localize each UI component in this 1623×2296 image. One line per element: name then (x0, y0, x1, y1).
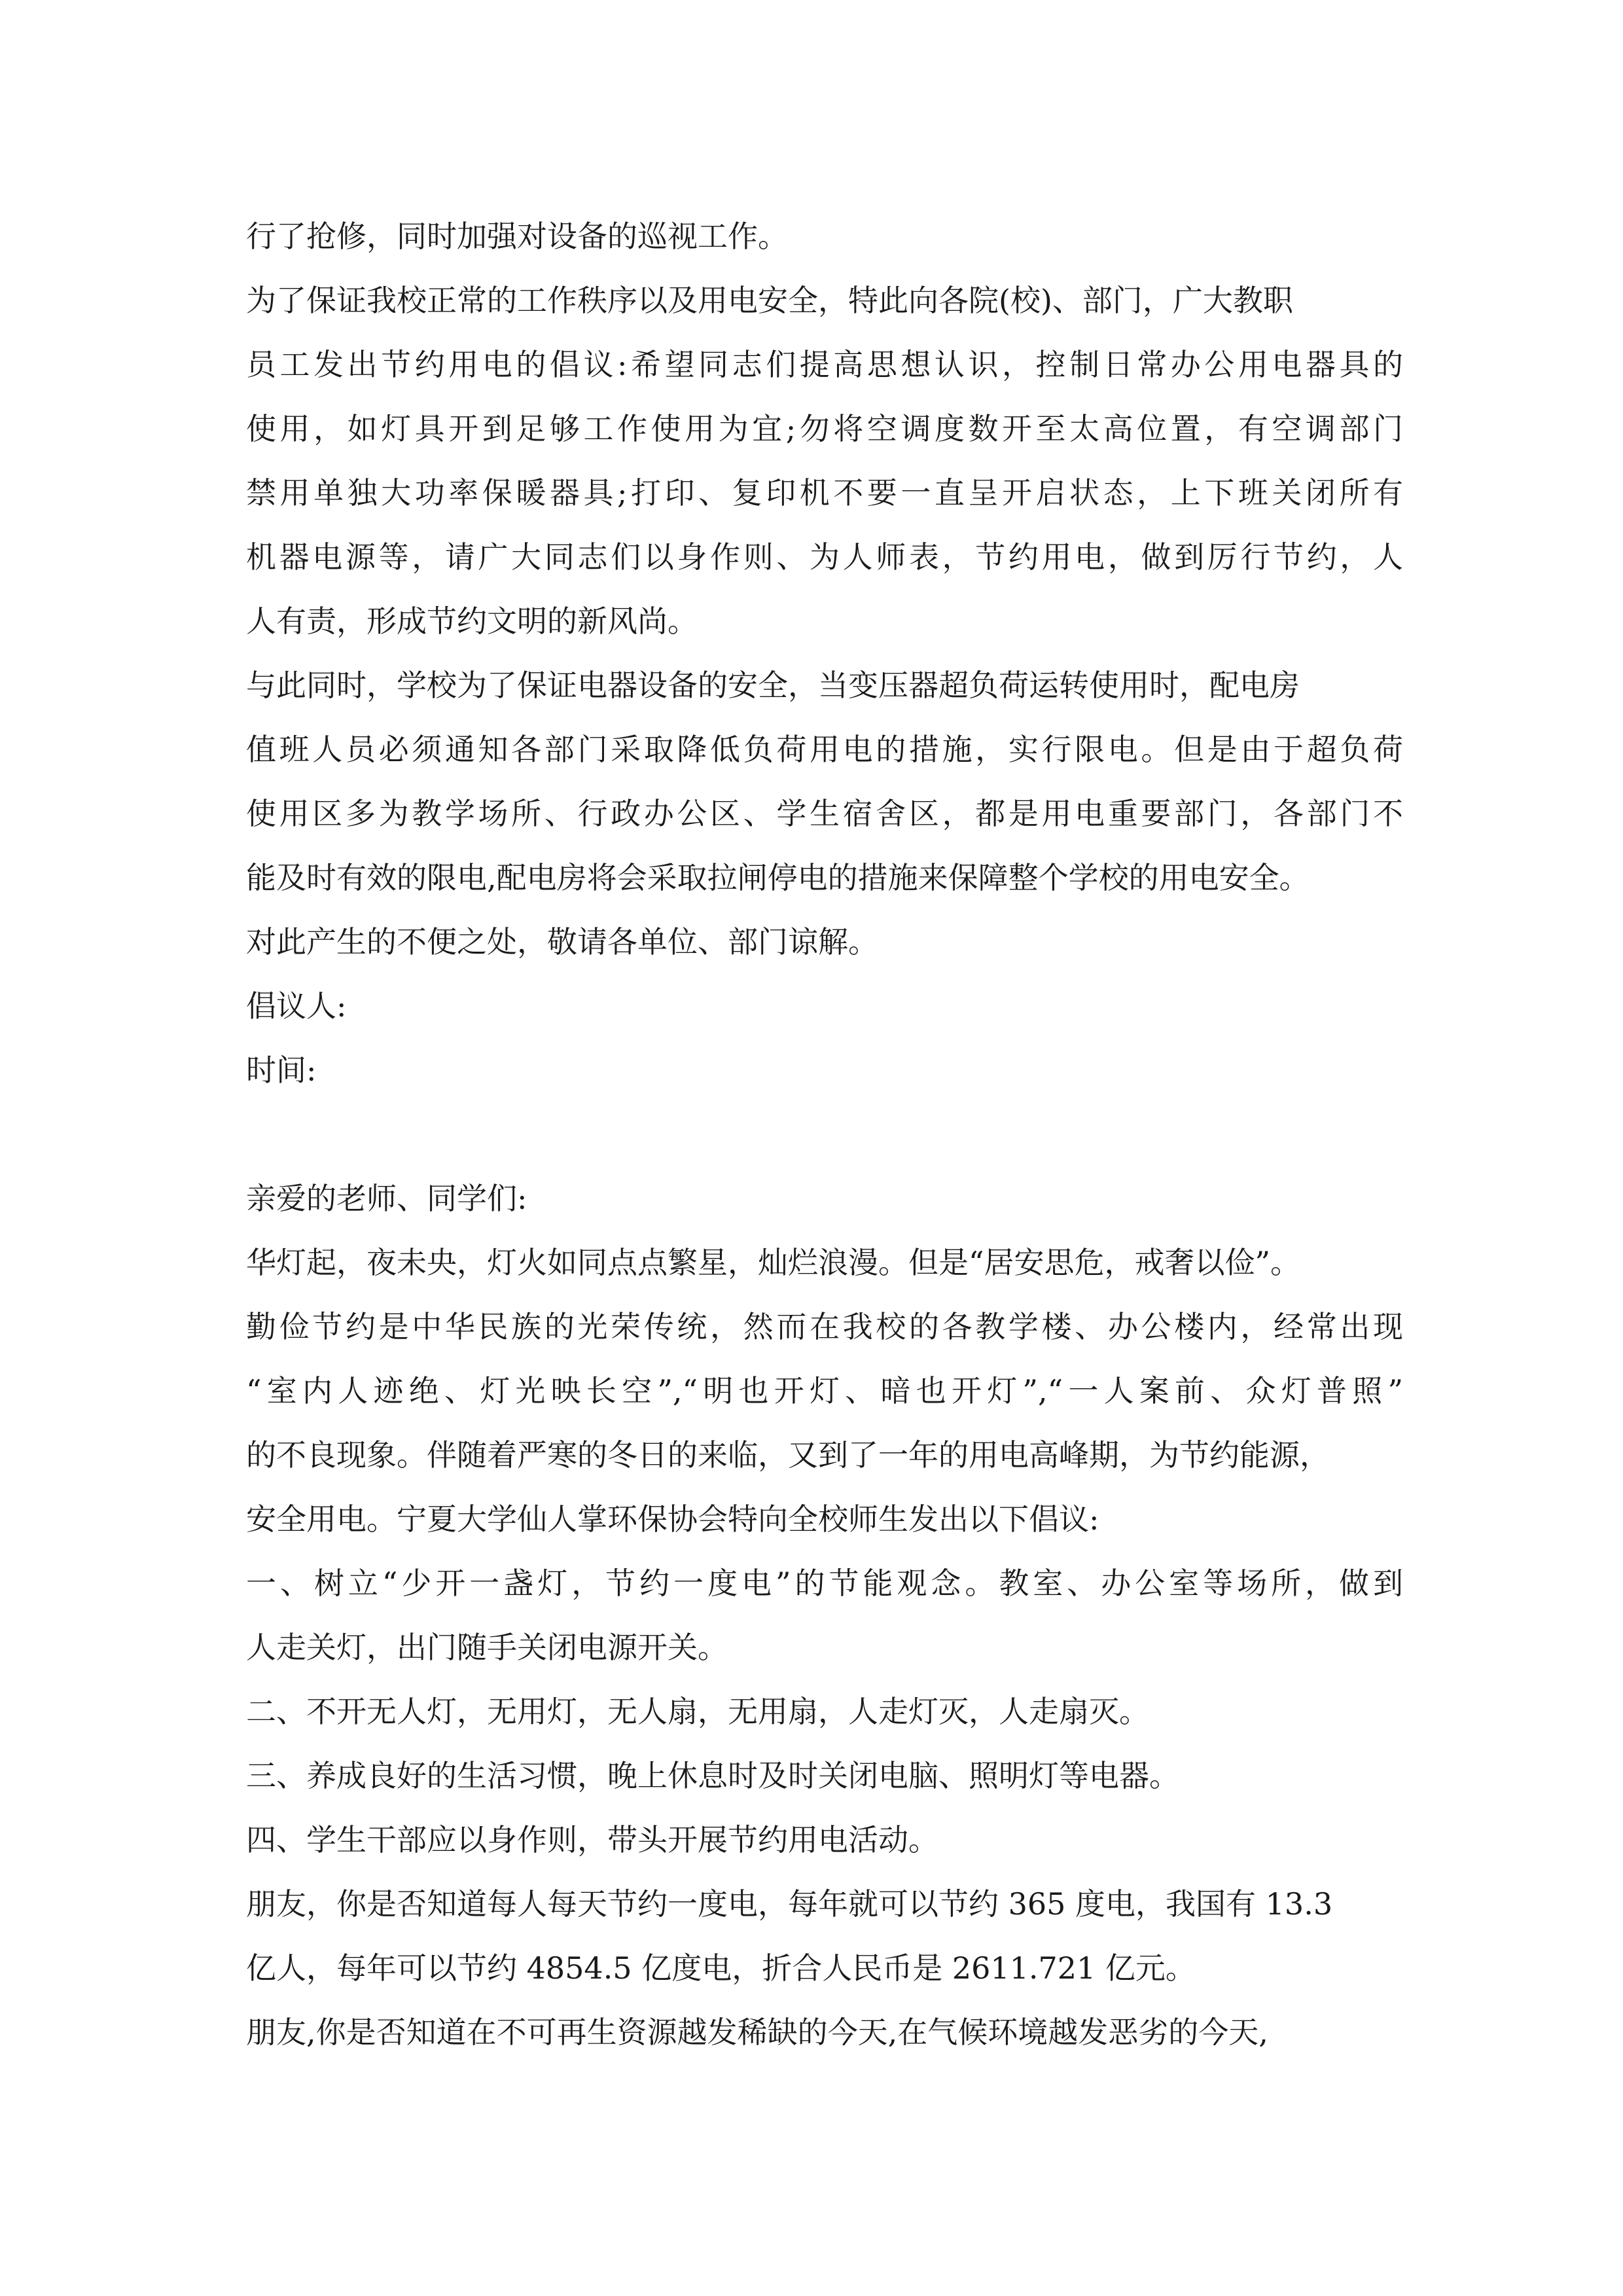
paragraph-line: 为了保证我校正常的工作秩序以及用电安全，特此向各院(校)、部门，广大教职 (246, 283, 1293, 318)
paragraph-line: 勤俭节约是中华民族的光荣传统，然而在我校的各教学楼、办公楼内，经常出现 (246, 1309, 1403, 1344)
paragraph-line: 值班人员必须通知各部门采取降低负荷用电的措施，实行限电。但是由于超负荷 (246, 732, 1403, 767)
document-body (246, 204, 1403, 2064)
paragraph-line: “室内人迹绝、灯光映长空”,“明也开灯、暗也开灯”,“一人案前、众灯普照” (246, 1373, 1403, 1408)
paragraph-line: 对此产生的不便之处，敬请各单位、部门谅解。 (246, 924, 878, 960)
paragraph-line: 禁用单独大功率保暖器具;打印、复印机不要一直呈开启状态，上下班关闭所有 (246, 475, 1403, 511)
paragraph-line: 使用，如灯具开到足够工作使用为宜;勿将空调度数开至太高位置，有空调部门 (246, 411, 1403, 446)
proposer-label: 倡议人: (246, 988, 347, 1024)
paragraph-line: 二、不开无人灯，无用灯，无人扇，无用扇，人走灯灭，人走扇灭。 (246, 1694, 1149, 1729)
paragraph-line: 三、养成良好的生活习惯，晚上休息时及时关闭电脑、照明灯等电器。 (246, 1758, 1179, 1793)
paragraph-line: 安全用电。宁夏大学仙人掌环保协会特向全校师生发出以下倡议: (246, 1501, 1099, 1537)
paragraph-line: 的不良现象。伴随着严寒的冬日的来临，又到了一年的用电高峰期，为节约能源， (246, 1437, 1330, 1473)
paragraph-line: 员工发出节约用电的倡议:希望同志们提高思想认识，控制日常办公用电器具的 (246, 347, 1403, 382)
paragraph-line: 人走关灯，出门随手关闭电源开关。 (246, 1630, 728, 1665)
paragraph-line: 朋友,你是否知道在不可再生资源越发稀缺的今天,在气候环境越发恶劣的今天, (246, 2015, 1268, 2050)
paragraph-line: 与此同时，学校为了保证电器设备的安全，当变压器超负荷运转使用时，配电房 (246, 668, 1300, 703)
paragraph-line: 能及时有效的限电,配电房将会采取拉闸停电的措施来保障整个学校的用电安全。 (246, 860, 1310, 895)
paragraph-line: 一、树立“少开一盏灯，节约一度电”的节能观念。教室、办公室等场所，做到 (246, 1566, 1403, 1601)
paragraph-line: 使用区多为教学场所、行政办公区、学生宿舍区，都是用电重要部门，各部门不 (246, 796, 1403, 831)
paragraph-line: 四、学生干部应以身作则，带头开展节约用电活动。 (246, 1822, 938, 1857)
paragraph-line: 朋友，你是否知道每人每天节约一度电，每年就可以节约 365 度电，我国有 13.3 (246, 1886, 1333, 1922)
paragraph-line: 行了抢修，同时加强对设备的巡视工作。 (246, 219, 788, 254)
section-gap (246, 1102, 1403, 1166)
paragraph-line: 华灯起，夜未央，灯火如同点点繁星，灿烂浪漫。但是“居安思危，戒奢以俭”。 (246, 1245, 1301, 1280)
paragraph-line: 机器电源等，请广大同志们以身作则、为人师表，节约用电，做到厉行节约，人 (246, 539, 1403, 575)
time-label: 时间: (246, 1052, 317, 1088)
paragraph-line: 亿人，每年可以节约 4854.5 亿度电，折合人民币是 2611.721 亿元。 (246, 1950, 1196, 1986)
paragraph-line: 人有责，形成节约文明的新风尚。 (246, 603, 698, 639)
greeting-line: 亲爱的老师、同学们: (246, 1181, 527, 1216)
